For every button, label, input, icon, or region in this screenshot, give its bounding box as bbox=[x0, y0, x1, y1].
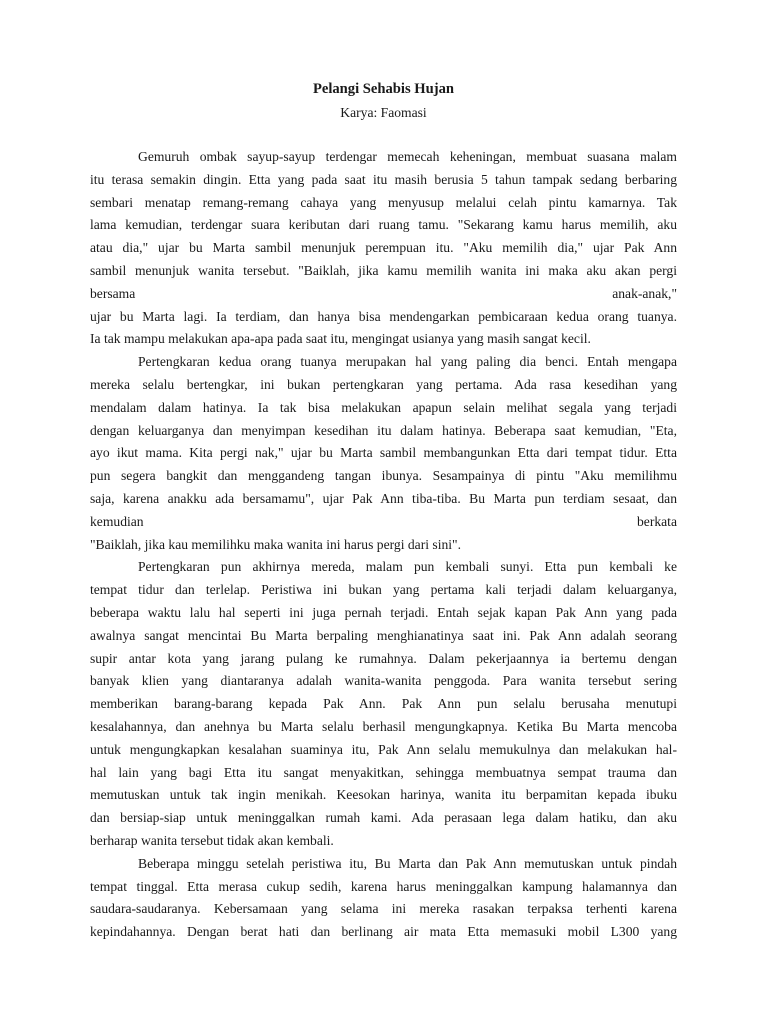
text-line: "Baiklah, jika kau memilihku maka wanita ini harus pergi dari sini". bbox=[90, 536, 462, 552]
text-line: awalnya sangat mencintai Bu Marta berpaling menghianatinya saat ini. Pak Ann adalah seorang bbox=[90, 627, 677, 643]
text-line: beberapa waktu lalu hal seperti ini juga pernah terjadi. Entah sejak kapan Pak Ann yang pada bbox=[90, 604, 677, 620]
paragraph bbox=[90, 146, 677, 351]
text-line: ayo ikut mama. Kita pergi nak," ujar bu Marta sambil membangunkan Etta dari tempat tidur. Etta bbox=[90, 445, 677, 461]
paragraph bbox=[90, 556, 677, 852]
text-line: pun segera bangkit dan menggandeng tangan ibunya. Sesampainya di pintu "Aku memilihmu bbox=[90, 468, 677, 484]
text-line: mendalam dalam hatinya. Ia tak bisa melakukan apapun selain melihat segala yang terjadi bbox=[90, 399, 677, 415]
text-line: dengan keluarganya dan menyimpan kesedihan itu dalam hatinya. Beberapa saat kemudian, "Eta, bbox=[90, 422, 677, 438]
text-line: Ia tak mampu melakukan apa-apa pada saat itu, mengingat usianya yang masih sangat kecil. bbox=[90, 331, 591, 347]
text-line: untuk mengungkapkan kesalahan suaminya itu, Pak Ann selalu memukulnya dan melakukan hal- bbox=[90, 741, 677, 757]
text-line: atau dia," ujar bu Marta sambil menunjuk perempuan itu. "Aku memilih dia," ujar Pak Ann bbox=[90, 240, 677, 256]
text-line: Pertengkaran kedua orang tuanya merupakan hal yang paling dia benci. Entah mengapa bbox=[138, 354, 677, 370]
story-author: Karya: Faomasi bbox=[340, 105, 427, 120]
text-line: sembari menatap remang-remang cahaya yang menyusup melalui celah pintu kamarnya. Tak bbox=[90, 194, 677, 210]
text-line: memberikan barang-barang kepada Pak Ann. Pak Ann pun selalu berusaha menutupi bbox=[90, 696, 677, 712]
text-line: bersama anak-anak," bbox=[90, 285, 677, 301]
text-line: Pertengkaran pun akhirnya mereda, malam pun kembali sunyi. Etta pun kembali ke bbox=[138, 559, 677, 575]
text-line: saudara-saudaranya. Kebersamaan yang selama ini mereka rasakan terpaksa terhenti karena bbox=[90, 901, 677, 917]
text-line: tempat tidur dan terlelap. Peristiwa ini bukan yang pertama kali terjadi dalam keluarganya, bbox=[90, 582, 677, 598]
text-line: Beberapa minggu setelah peristiwa itu, Bu Marta dan Pak Ann memutuskan untuk pindah bbox=[138, 855, 677, 871]
text-line: kemudian berkata bbox=[90, 513, 677, 529]
story-body bbox=[90, 146, 677, 944]
text-line: banyak klien yang diantaranya adalah wanita-wanita penggoda. Para wanita tersebut sering bbox=[90, 673, 677, 689]
text-line: dan bersiap-siap untuk meninggalkan rumah kami. Ada perasaan lega dalam hatiku, dan aku bbox=[90, 810, 677, 826]
text-line: memutuskan untuk tak ingin menikah. Keesokan harinya, wanita itu berpamitan kepada ibuku bbox=[90, 787, 677, 803]
text-line: tempat tinggal. Etta merasa cukup sedih, karena harus meninggalkan kampung halamannya dan bbox=[90, 878, 677, 894]
text-line: supir antar kota yang jarang pulang ke rumahnya. Dalam pekerjaannya ia bertemu dengan bbox=[90, 650, 677, 666]
text-line: saja, karena anakku ada bersamamu", ujar Pak Ann tiba-tiba. Bu Marta pun terdiam sesaat, dan bbox=[90, 490, 677, 506]
text-line: berharap wanita tersebut tidak akan kembali. bbox=[90, 832, 334, 848]
text-line: kesalahannya, dan anehnya bu Marta selalu berhasil mengungkapnya. Ketika Bu Marta mencoba bbox=[90, 718, 677, 734]
text-line: ujar bu Marta lagi. Ia terdiam, dan hanya bisa mendengarkan pembicaraan kedua orang tuanya. bbox=[90, 308, 677, 324]
story-title: Pelangi Sehabis Hujan bbox=[312, 81, 455, 97]
text-line: mereka selalu bertengkar, ini bukan pertengkaran yang pertama. Ada rasa kesedihan yang bbox=[90, 376, 677, 392]
text-line: Gemuruh ombak sayup-sayup terdengar memecah keheningan, membuat suasana malam bbox=[138, 149, 677, 164]
text-line: hal lain yang bagi Etta itu sangat menyakitkan, sehingga membuatnya sempat trauma dan bbox=[90, 764, 677, 780]
paragraph bbox=[90, 351, 677, 556]
text-line: sambil menunjuk wanita tersebut. "Baiklah, jika kamu memilih wanita ini maka aku akan pergi bbox=[90, 262, 677, 278]
text-line: itu terasa semakin dingin. Etta yang pada saat itu masih berusia 5 tahun tampak sedang berbaring bbox=[90, 171, 677, 187]
paragraph bbox=[90, 853, 677, 944]
text-line: kepindahannya. Dengan berat hati dan berlinang air mata Etta memasuki mobil L300 yang bbox=[90, 924, 677, 940]
text-line: lama kemudian, terdengar suara keributan dari ruang tamu. "Sekarang kamu harus memilih, aku bbox=[90, 217, 677, 233]
